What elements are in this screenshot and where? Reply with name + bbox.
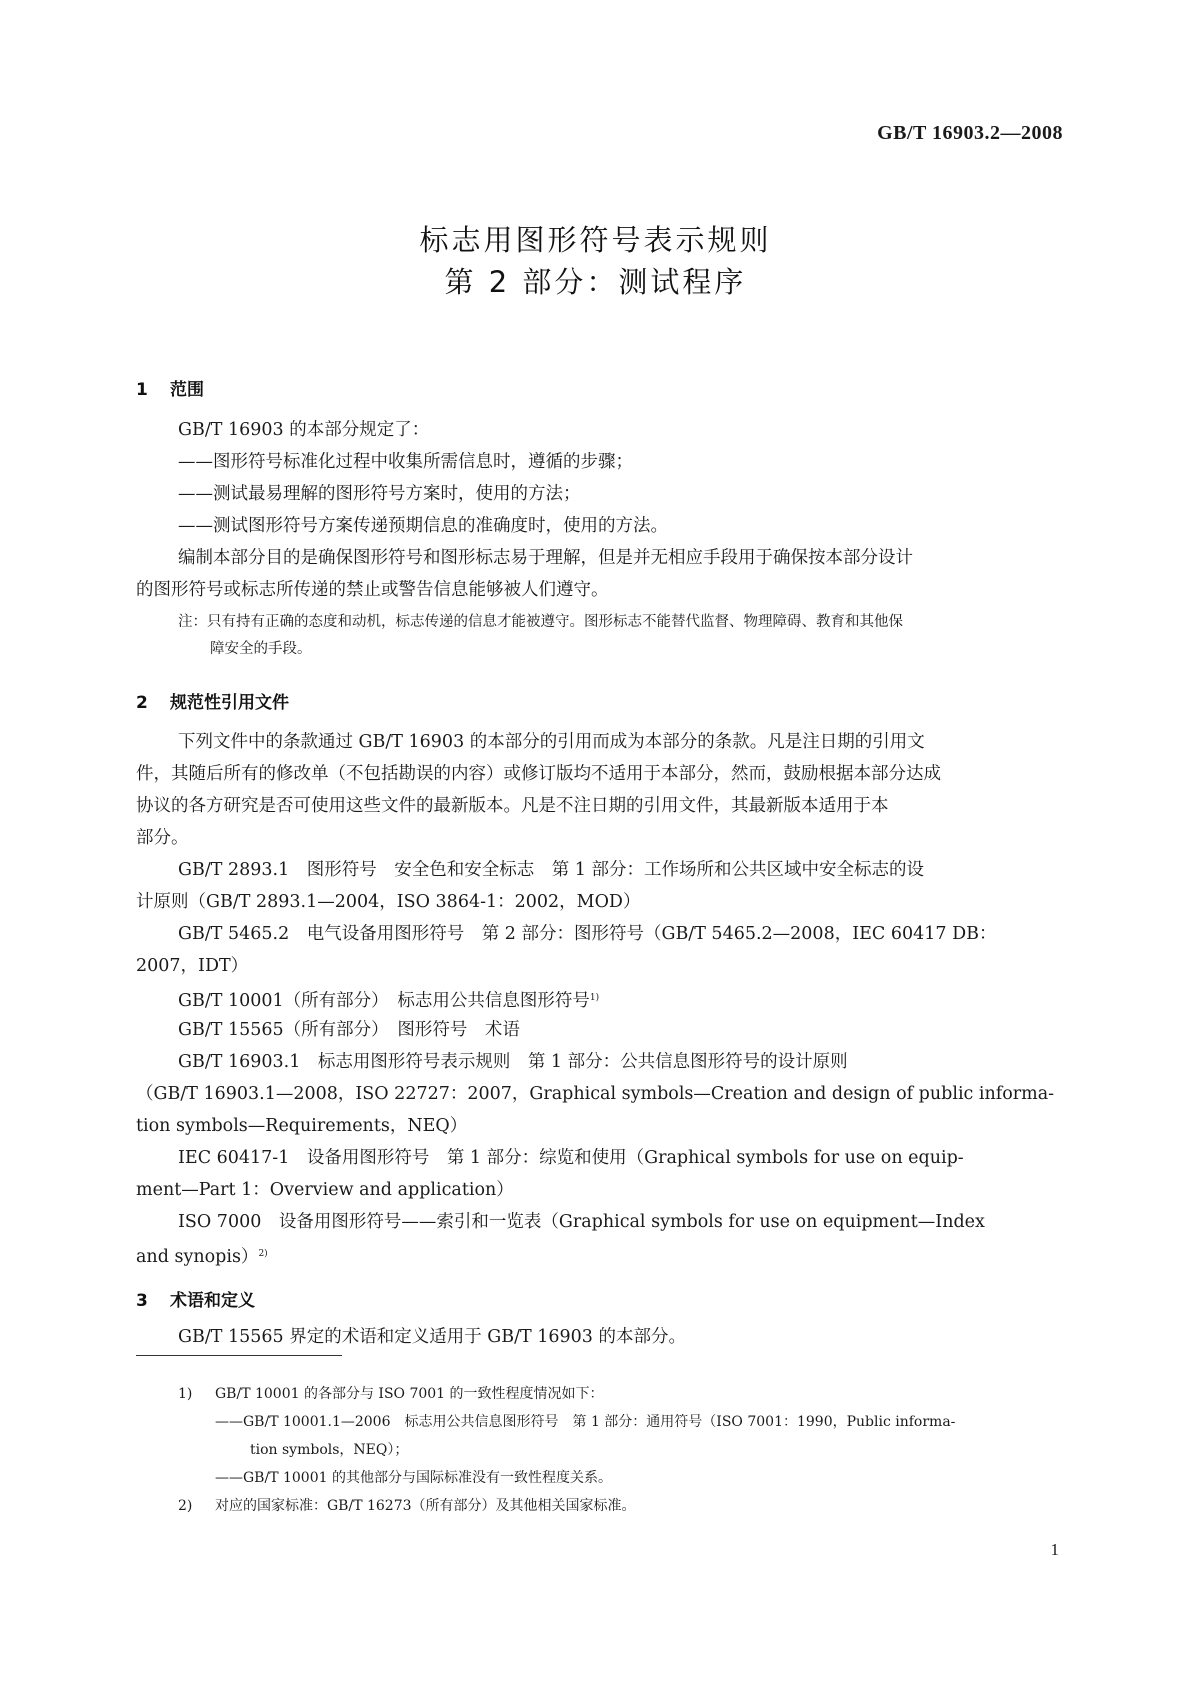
section-number: 3 (136, 1291, 148, 1311)
paragraph-line: 件，其随后所有的修改单（不包括勘误的内容）或修订版均不适用于本部分，然而，鼓励根据本部分达成 (136, 764, 941, 784)
section-title: 范围 (170, 380, 204, 400)
section-number: 2 (136, 693, 148, 713)
footnote-marker: 2) (178, 1498, 193, 1514)
paragraph-line: 下列文件中的条款通过 GB/T 16903 的本部分的引用而成为本部分的条款。凡是注日期的引用文 (178, 732, 925, 752)
paragraph-line: GB/T 16903 的本部分规定了： (178, 420, 430, 440)
reference-entry: ment—Part 1：Overview and application） (136, 1180, 514, 1200)
reference-entry: ISO 7000 设备用图形符号——索引和一览表（Graphical symbols for use on equipment—Index (178, 1212, 985, 1232)
footnote-line: 对应的国家标准：GB/T 16273（所有部分）及其他相关国家标准。 (215, 1498, 636, 1514)
reference-entry: IEC 60417-1 设备用图形符号 第 1 部分：综览和使用（Graphical symbols for use on equip- (178, 1148, 964, 1168)
section-title: 术语和定义 (170, 1291, 255, 1311)
reference-text: and synopis） (136, 1247, 259, 1267)
footnote-marker: 1) (178, 1386, 193, 1402)
reference-entry (178, 987, 599, 1012)
footnote-reference: 2) (258, 1249, 268, 1259)
document-subtitle: 第 2 部分：测试程序 (444, 265, 747, 299)
footnote-line: ——GB/T 10001.1—2006 标志用公共信息图形符号 第 1 部分：通用符号（ISO 7001：1990，Public informa- (215, 1414, 956, 1430)
reference-entry: GB/T 2893.1 图形符号 安全色和安全标志 第 1 部分：工作场所和公共区域中安全标志的设 (178, 860, 924, 880)
section-title: 规范性引用文件 (170, 693, 289, 713)
list-item: ——图形符号标准化过程中收集所需信息时，遵循的步骤； (178, 452, 633, 472)
paragraph-line: 编制本部分目的是确保图形符号和图形标志易于理解，但是并无相应手段用于确保按本部分设计 (178, 548, 913, 568)
reference-entry: 2007，IDT） (136, 956, 249, 976)
footnote-separator (136, 1355, 342, 1356)
note-line: 注：只有持有正确的态度和动机，标志传递的信息才能被遵守。图形标志不能替代监督、物理障碍、教育和其他保 (178, 614, 903, 630)
standard-code: GB/T 16903.2—2008 (877, 122, 1063, 144)
section-3-heading (136, 1286, 255, 1311)
paragraph-line: 协议的各方研究是否可使用这些文件的最新版本。凡是不注日期的引用文件，其最新版本适用于本 (136, 796, 889, 816)
reference-entry: GB/T 16903.1 标志用图形符号表示规则 第 1 部分：公共信息图形符号的设计原则 (178, 1052, 848, 1072)
paragraph-line: 部分。 (136, 828, 189, 848)
footnote-line: GB/T 10001 的各部分与 ISO 7001 的一致性程度情况如下： (215, 1386, 604, 1402)
paragraph-line: GB/T 15565 界定的术语和定义适用于 GB/T 16903 的本部分。 (178, 1327, 686, 1347)
note-line: 障安全的手段。 (210, 641, 312, 657)
list-item: ——测试图形符号方案传递预期信息的准确度时，使用的方法。 (178, 516, 668, 536)
reference-entry: tion symbols—Requirements，NEQ） (136, 1116, 468, 1136)
list-item: ——测试最易理解的图形符号方案时，使用的方法； (178, 484, 581, 504)
section-number: 1 (136, 380, 148, 400)
footnote-reference: 1) (589, 993, 600, 1003)
section-2-heading (136, 688, 289, 713)
reference-entry: 计原则（GB/T 2893.1—2004，ISO 3864-1：2002，MOD） (136, 892, 641, 912)
document-title: 标志用图形符号表示规则 (419, 223, 772, 257)
reference-entry (136, 1243, 268, 1268)
page-number: 1 (1050, 1540, 1059, 1559)
reference-text: GB/T 10001（所有部分） 标志用公共信息图形符号 (178, 991, 590, 1011)
footnote-line: ——GB/T 10001 的其他部分与国际标准没有一致性程度关系。 (215, 1470, 612, 1486)
footnote-line: tion symbols，NEQ）； (250, 1442, 409, 1458)
reference-entry: GB/T 15565（所有部分） 图形符号 术语 (178, 1020, 520, 1040)
reference-entry: （GB/T 16903.1—2008，ISO 22727：2007，Graphical symbols—Creation and design of public informa- (136, 1084, 1055, 1104)
reference-entry: GB/T 5465.2 电气设备用图形符号 第 2 部分：图形符号（GB/T 5465.2—2008，IEC 60417 DB： (178, 924, 997, 944)
section-1-heading (136, 375, 204, 400)
paragraph-line: 的图形符号或标志所传递的禁止或警告信息能够被人们遵守。 (136, 580, 609, 600)
